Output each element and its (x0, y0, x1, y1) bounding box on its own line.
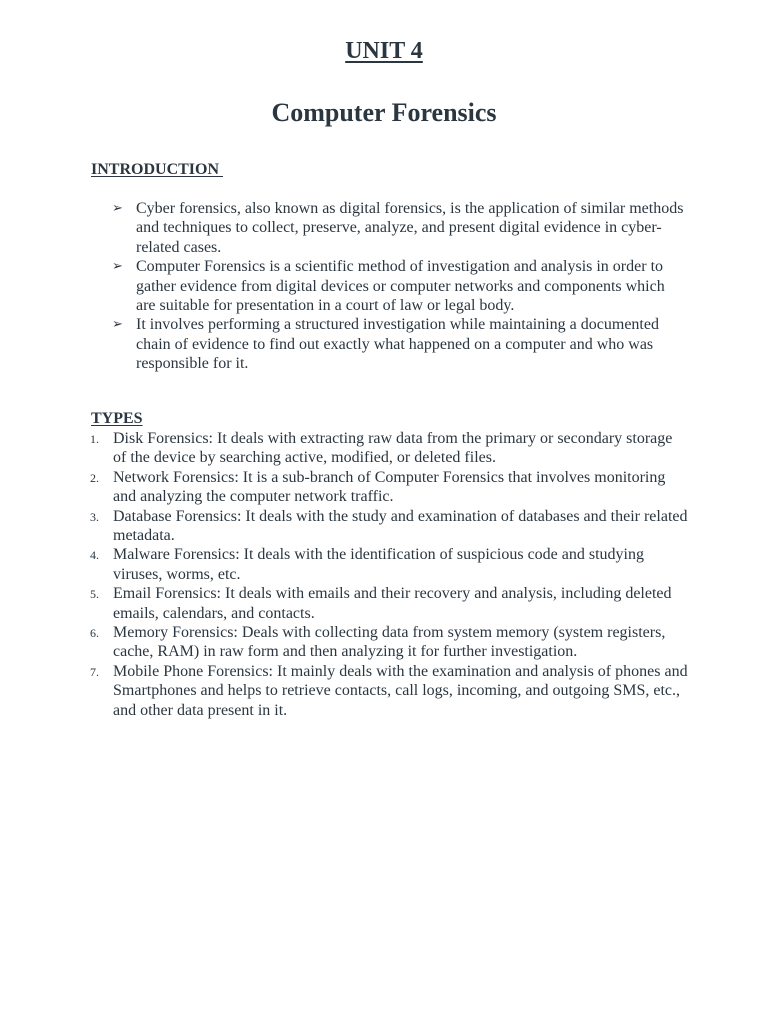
types-list-item (88, 507, 688, 546)
types-list-item (88, 429, 688, 468)
introduction-heading: INTRODUCTION (91, 161, 224, 178)
introduction-bullet-item (108, 199, 686, 257)
arrow-bullet-icon: ➢ (112, 201, 123, 216)
arrow-bullet-icon: ➢ (112, 317, 123, 333)
bullet-text: Computer Forensics is a scientific method of investigation and analysis in order to gather evidence from digital devices or computer networks and components which are suitable for presentation in a court of law or legal body. (136, 258, 665, 315)
types-list-item (88, 468, 688, 507)
list-number: 4. (90, 548, 99, 563)
list-item-text: Mobile Phone Forensics: It mainly deals with the examination and analysis of phones and Smartphones and helps to retrieve contacts, call logs, incoming, and outgoing SMS, etc., and other data present in it. (113, 662, 688, 719)
types-numbered-list (88, 429, 688, 720)
introduction-bullet-item (108, 257, 686, 315)
list-number: 3. (90, 509, 99, 524)
list-item-text: Database Forensics: It deals with the study and examination of databases and their related metadata. (113, 507, 688, 545)
list-number: 1. (90, 432, 99, 446)
list-number: 2. (90, 470, 99, 485)
list-item-text: Memory Forensics: Deals with collecting data from system memory (system registers, cache, RAM) in raw form and then analyzing it for further investigation. (113, 624, 666, 661)
types-list-item (88, 662, 688, 720)
list-number: 5. (90, 587, 99, 602)
list-number: 7. (90, 664, 99, 679)
list-number: 6. (90, 626, 99, 641)
list-item-text: Network Forensics: It is a sub-branch of Computer Forensics that involves monitoring and analyzing the computer network traffic. (113, 468, 666, 506)
list-item-text: Malware Forensics: It deals with the identification of suspicious code and studying viruses, worms, etc. (113, 546, 644, 583)
types-list-item (88, 545, 688, 584)
types-heading: TYPES (91, 410, 143, 427)
arrow-bullet-icon: ➢ (112, 259, 123, 275)
types-list-item (88, 584, 688, 623)
bullet-text: It involves performing a structured investigation while maintaining a documented chain of evidence to find out exactly what happened on a computer and who was responsible for it. (136, 316, 659, 373)
list-item-text: Disk Forensics: It deals with extracting raw data from the primary or secondary storage of the device by searching active, modified, or deleted files. (113, 430, 673, 467)
types-list-item (88, 623, 688, 662)
page-title: Computer Forensics (271, 98, 497, 127)
bullet-text: Cyber forensics, also known as digital forensics, is the application of similar methods and techniques to collect, preserve, analyze, and present digital evidence in cyber-related cases. (136, 200, 684, 256)
unit-title: UNIT 4 (345, 38, 423, 64)
introduction-bullet-item (108, 315, 686, 373)
list-item-text: Email Forensics: It deals with emails and their recovery and analysis, including deleted emails, calendars, and contacts. (113, 585, 672, 622)
introduction-bullet-list (108, 199, 686, 374)
